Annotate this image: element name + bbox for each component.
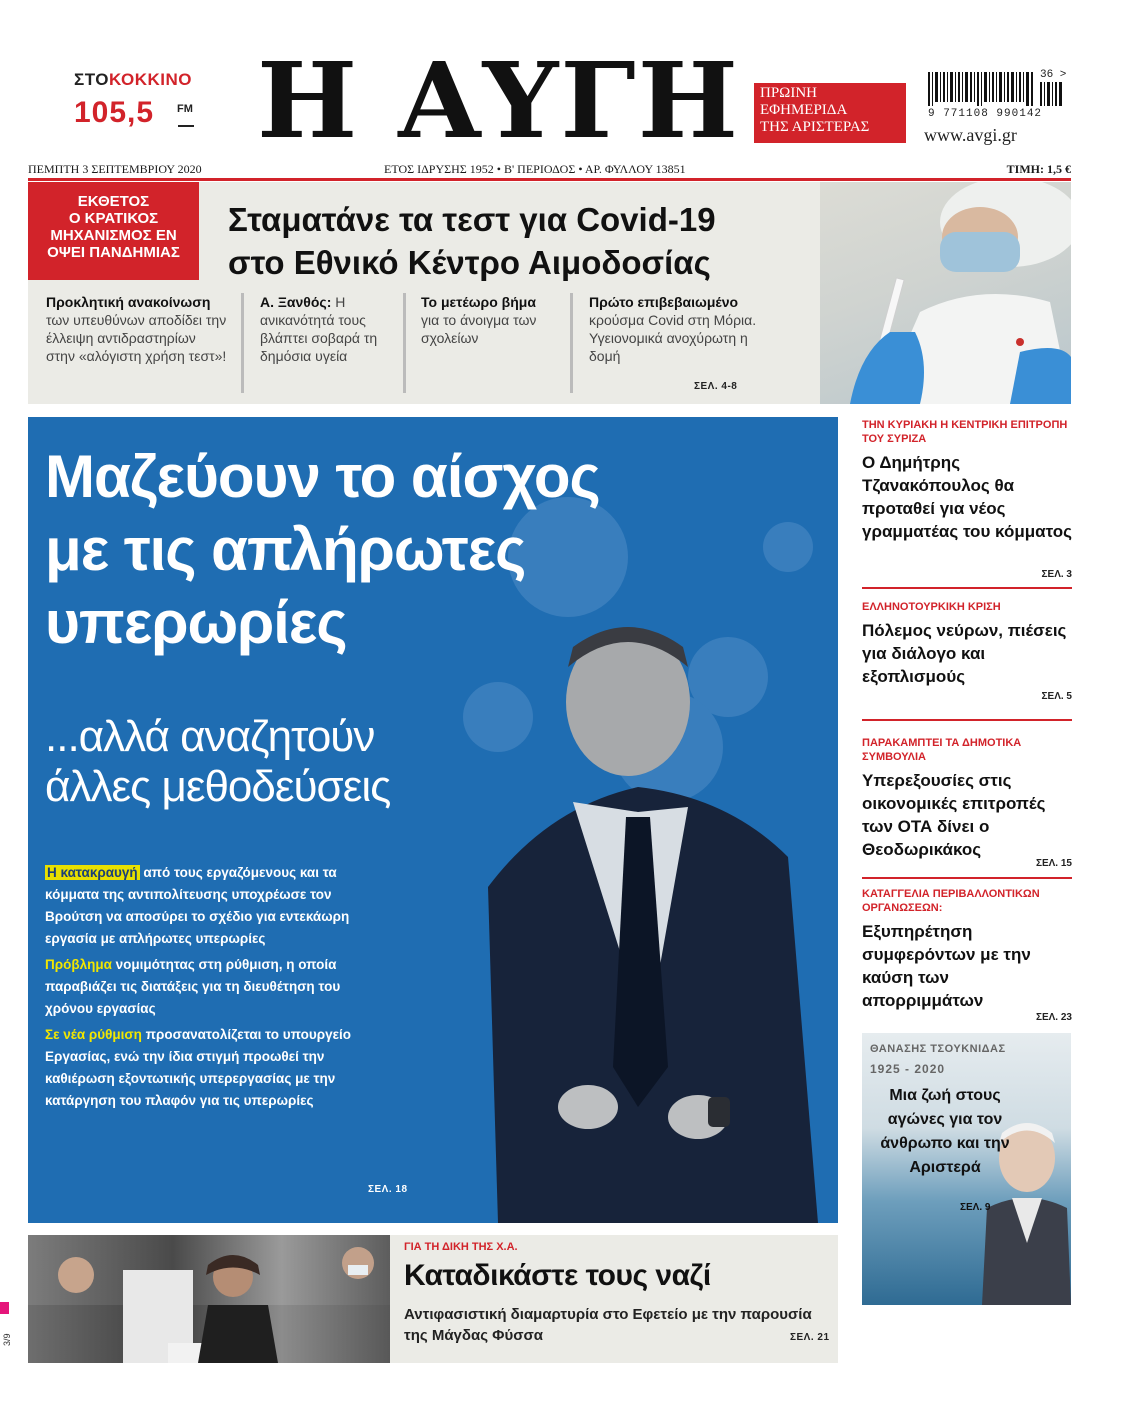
protesters-illustration [28, 1235, 390, 1305]
column-divider [241, 293, 244, 393]
sidebar-page-ref: ΣΕΛ. 15 [1035, 858, 1072, 869]
sidebar-kicker: ΕΛΛΗΝΟΤΟΥΡΚΙΚΗ ΚΡΙΣΗ [862, 601, 1001, 613]
barcode-icon [928, 72, 1034, 106]
edition-info: ΕΤΟΣ ΙΔΡΥΣΗΣ 1952 • Β' ΠΕΡΙΟΔΟΣ • ΑΡ. ΦΥΛΛΟΥ 13851 [384, 162, 686, 176]
main-headline-line: υπερωρίες [45, 589, 347, 656]
column-divider [570, 293, 573, 393]
covid-kicker [28, 182, 199, 280]
covid-page-ref: ΣΕΛ. 4-8 [694, 381, 738, 392]
covid-subitem-lead: Προκλητική ανακοίνωση [46, 294, 211, 310]
obituary-years: 1925 - 2020 [870, 1062, 946, 1076]
main-subheadline-line: ...αλλά αναζητούν [45, 712, 375, 761]
covid-headline-line: στο Εθνικό Κέντρο Αιμοδοσίας [228, 244, 711, 281]
covid-subitem[interactable] [589, 293, 759, 365]
sidebar-divider [862, 719, 1072, 721]
sidebar-divider [862, 587, 1072, 589]
sidebar-story[interactable] [862, 736, 1072, 872]
protest-sign-illustration [28, 1305, 390, 1363]
side-page-number: 3/9 [2, 1333, 12, 1346]
tagline-line: ΤΗΣ ΑΡΙΣΤΕΡΑΣ [760, 119, 870, 135]
lab-worker-illustration-icon [820, 182, 1071, 404]
sidebar-page-ref: ΣΕΛ. 5 [1041, 691, 1072, 702]
covid-test-photo [820, 182, 1071, 404]
bullet-highlight: Η κατακραυγή [47, 865, 138, 880]
obituary-page-ref: ΣΕΛ. 9 [960, 1202, 991, 1213]
obituary-headline: Μια ζωή στους αγώνες για τον άνθρωπο και την Αριστερά [880, 1087, 1010, 1176]
tagline-line: ΕΦΗΜΕΡΙΔΑ [760, 102, 848, 118]
covid-subitem-text: των υπευθύνων αποδίδει την έλλειψη αντιδραστηρίων στην «αλόγιστη χρήση τεστ»! [46, 312, 227, 364]
covid-subitem-text: για το άνοιγμα των σχολείων [421, 312, 537, 346]
bullet-highlight: Πρόβλημα [45, 957, 112, 972]
masthead-divider [28, 178, 1071, 181]
main-subheadline-line: άλλες μεθοδεύσεις [45, 762, 391, 811]
sidebar-story[interactable] [862, 887, 1072, 1027]
newspaper-logo: Η ΑΥΓΗ [257, 39, 740, 162]
covid-subitem[interactable] [421, 293, 561, 347]
covid-kicker-line: Ο ΚΡΑΤΙΚΟΣ [68, 210, 159, 227]
covid-kicker-line: ΕΚΘΕΤΟΣ [77, 193, 150, 210]
covid-subitem-lead: Το μετέωρο βήμα [421, 294, 536, 310]
main-headline[interactable] [45, 440, 805, 659]
main-bullet [45, 954, 375, 1020]
covid-subitem[interactable] [260, 293, 396, 365]
website-link[interactable]: www.avgi.gr [924, 125, 1017, 145]
bullet-text: από τους εργαζόμενους και τα κόμματα της αντιπολίτευσης υποχρέωσε τον Βρούτση να αποσύρει το σχέδιο για εντεκάωρη εργασία με απλήρωτες υπερωρίες [45, 865, 350, 946]
radio-frequency: 105,5 [74, 96, 155, 129]
issue-date: ΠΕΜΠΤΗ 3 ΣΕΠΤΕΜΒΡΙΟΥ 2020 [28, 162, 202, 176]
sidebar-headline: Ο Δημήτρης Τζανακόπουλος θα προταθεί για νέος γραμματέας του κόμματος [862, 453, 1072, 541]
sidebar-kicker: ΠΑΡΑΚΑΜΠΤΕΙ ΤΑ ΔΗΜΟΤΙΚΑ ΣΥΜΒΟΥΛΙΑ [862, 737, 1022, 763]
bottom-subhead: Αντιφασιστική διαμαρτυρία στο Εφετείο με την παρουσία της Μάγδας Φύσσα [404, 1306, 812, 1344]
main-bullets [45, 862, 375, 1116]
main-page-ref: ΣΕΛ. 18 [368, 1184, 408, 1195]
protest-photo-lower [28, 1305, 390, 1363]
covid-headline[interactable] [228, 198, 828, 284]
sidebar-divider [862, 877, 1072, 879]
main-headline-line: Μαζεύουν το αίσχος [45, 443, 600, 510]
sidebar-kicker: ΚΑΤΑΓΓΕΛΙΑ ΠΕΡΙΒΑΛΛΟΝΤΙΚΩΝ ΟΡΓΑΝΩΣΕΩΝ: [862, 888, 1040, 914]
covid-subitem-lead: Πρώτο επιβεβαιωμένο [589, 294, 739, 310]
sidebar-headline: Πόλεμος νεύρων, πιέσεις για διάλογο και εξοπλισμούς [862, 621, 1067, 686]
tagline-line: ΠΡΩΙΝΗ [760, 85, 817, 101]
barcode-issue: 36 > [1040, 69, 1067, 81]
covid-subitem[interactable] [46, 293, 228, 365]
sidebar-page-ref: ΣΕΛ. 23 [1035, 1012, 1072, 1023]
bullet-highlight: Σε νέα ρύθμιση [45, 1027, 142, 1042]
main-bullet [45, 862, 375, 950]
barcode-addon-icon [1040, 82, 1064, 106]
main-bullet [45, 1024, 375, 1112]
bottom-page-ref: ΣΕΛ. 21 [790, 1332, 830, 1343]
sidebar-story[interactable] [862, 418, 1072, 584]
bottom-kicker: ΓΙΑ ΤΗ ΔΙΚΗ ΤΗΣ Χ.Α. [404, 1241, 518, 1253]
main-subheadline [45, 712, 565, 812]
protest-photo[interactable] [28, 1235, 390, 1305]
radio-brand: ΣΤΟΚΟΚΚΙΝΟ [74, 70, 193, 89]
covid-kicker-line: ΜΗΧΑΝΙΣΜΟΣ ΕΝ [50, 227, 177, 244]
bullet-text: προσανατολίζεται το υπουργείο Εργασίας, ενώ την ίδια στιγμή προωθεί την καθιέρωση εξοντωτικής υπερεργασίας με την κατάργηση του πλαφόν για τις υπερωρίες [45, 1027, 351, 1108]
dateline [28, 160, 1071, 177]
covid-kicker-line: ΟΨΕΙ ΠΑΝΔΗΜΙΑΣ [47, 244, 180, 261]
barcode-number: 9 771108 990142 [928, 108, 1043, 120]
radio-dash [178, 125, 194, 127]
price: ΤΙΜΗ: 1,5 € [1006, 162, 1071, 176]
covid-headline-line: Σταματάνε τα τεστ για Covid-19 [228, 201, 716, 238]
bullet-text: νομιμότητας στη ρύθμιση, η οποία παραβιάζει τις διατάξεις για τη διευθέτηση του χρόνου εργασίας [45, 957, 341, 1016]
sidebar-headline: Εξυπηρέτηση συμφερόντων με την καύση των απορριμμάτων [862, 922, 1031, 1010]
covid-subitem-lead: Α. Ξανθός: [260, 294, 332, 310]
column-divider [403, 293, 406, 393]
bottom-headline[interactable]: Καταδικάστε τους ναζί [404, 1259, 711, 1292]
obituary-name: ΘΑΝΑΣΗΣ ΤΣΟΥΚΝΙΔΑΣ [870, 1043, 1006, 1055]
main-headline-line: με τις απλήρωτες [45, 516, 526, 583]
covid-subitem-text: κρούσμα Covid στη Μόρια. Υγειονομικά ανοχύρωτη η δομή [589, 312, 757, 364]
covid-subitem-text: Η ανικανότητά τους βλάπτει σοβαρά τη δημόσια υγεία [260, 294, 378, 364]
sidebar-headline: Υπερεξουσίες στις οικονομικές επιτροπές των ΟΤΑ δίνει ο Θεοδωρικάκος [862, 771, 1046, 859]
radio-band: FM [177, 103, 193, 115]
print-marker [0, 1302, 9, 1314]
tagline-box [754, 83, 906, 143]
sidebar-story[interactable] [862, 600, 1072, 710]
sidebar-kicker: ΤΗΝ ΚΥΡΙΑΚΗ Η ΚΕΝΤΡΙΚΗ ΕΠΙΤΡΟΠΗ ΤΟΥ ΣΥΡΙΖΑ [862, 419, 1068, 445]
sidebar-page-ref: ΣΕΛ. 3 [1041, 569, 1072, 580]
